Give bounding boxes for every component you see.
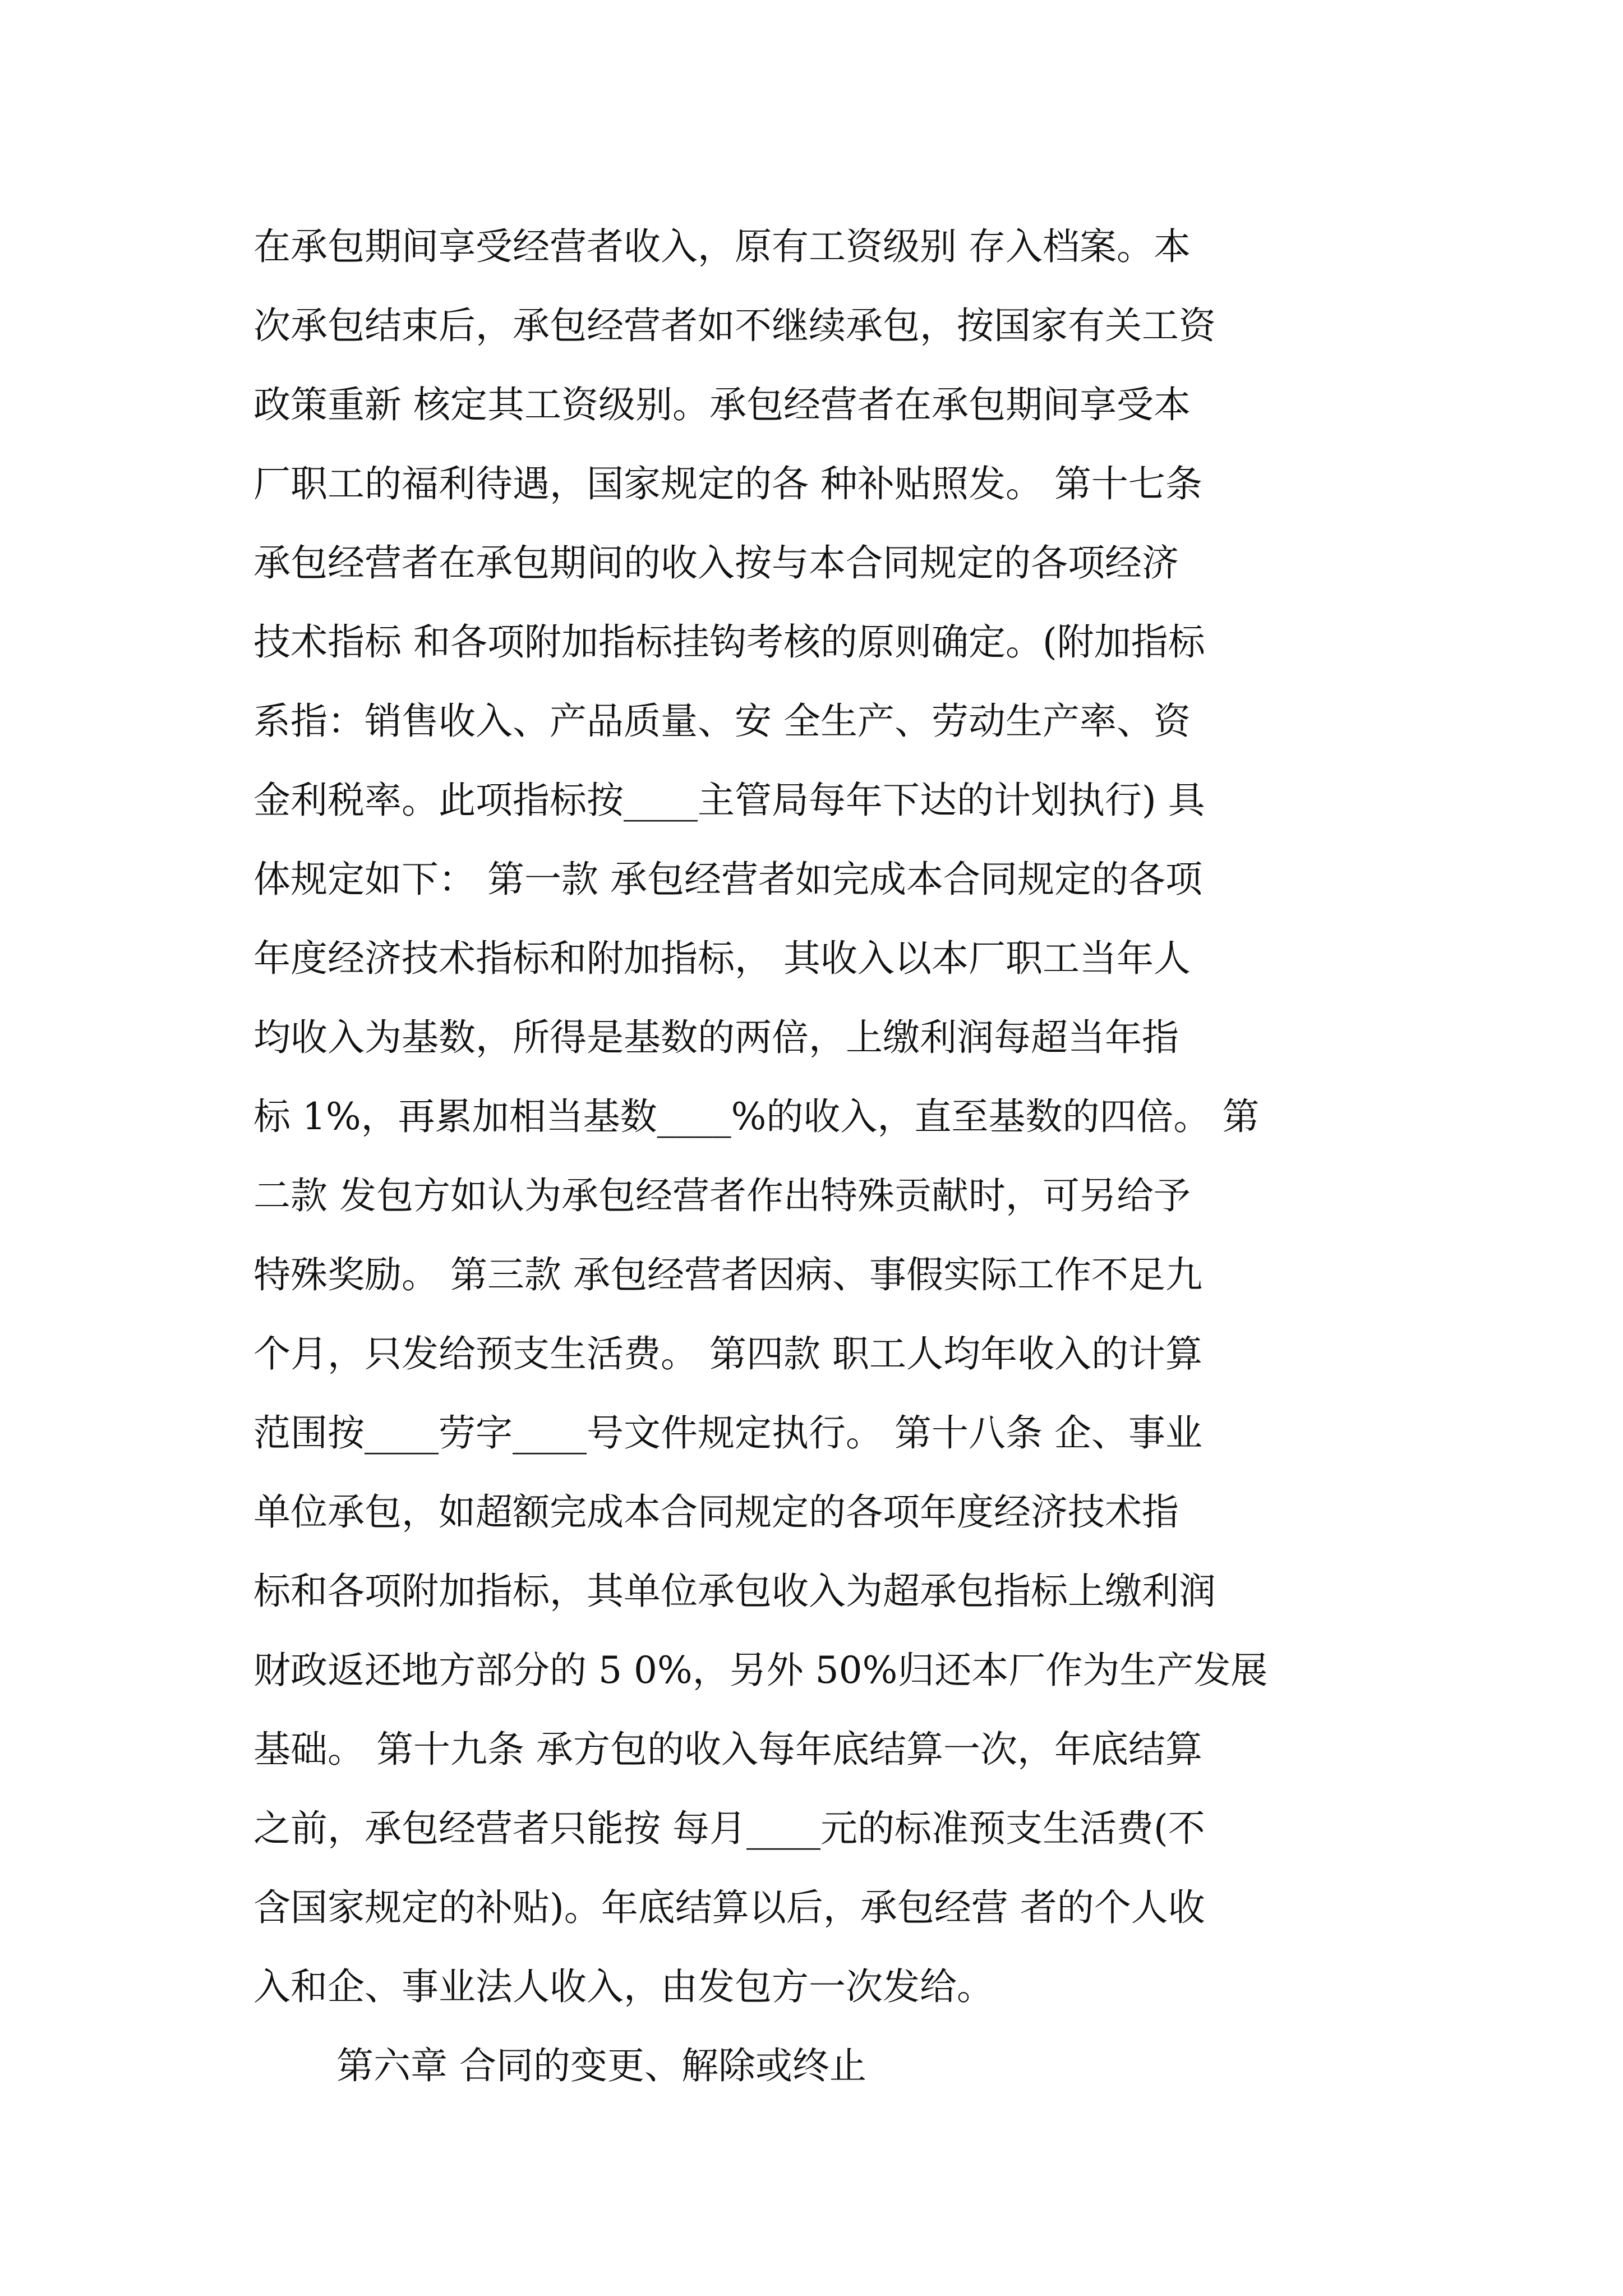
text-line-23: 入和企、事业法人收入，由发包方一次发给。 bbox=[253, 1965, 994, 2008]
text-line-7: 系指：销售收入、产品质量、安 全生产、劳动生产率、资 bbox=[253, 700, 1191, 743]
text-line-5: 承包经营者在承包期间的收入按与本合同规定的各项经济 bbox=[253, 541, 1179, 585]
text-line-10: 年度经济技术指标和附加指标， 其收入以本厂职工当年人 bbox=[253, 937, 1191, 980]
text-line-8: 金利税率。此项指标按____主管局每年下达的计划执行) 具 bbox=[253, 779, 1205, 822]
text-line-1: 在承包期间享受经营者收入，原有工资级别 存入档案。本 bbox=[253, 225, 1191, 268]
text-line-2: 次承包结束后，承包经营者如不继续承包，按国家有关工资 bbox=[253, 304, 1216, 347]
text-line-16: 范围按____劳字____号文件规定执行。 第十八条 企、事业 bbox=[253, 1411, 1202, 1455]
text-line-6: 技术指标 和各项附加指标挂钩考核的原则确定。(附加指标 bbox=[253, 620, 1205, 664]
text-line-18: 标和各项附加指标，其单位承包收入为超承包指标上缴利润 bbox=[253, 1570, 1216, 1613]
text-line-20: 基础。 第十九条 承方包的收入每年底结算一次，年底结算 bbox=[253, 1728, 1202, 1771]
text-line-3: 政策重新 核定其工资级别。承包经营者在承包期间享受本 bbox=[253, 383, 1191, 426]
text-line-12: 标 1%，再累加相当基数____%的收入，直至基数的四倍。 第 bbox=[253, 1095, 1260, 1138]
text-line-9: 体规定如下： 第一款 承包经营者如完成本合同规定的各项 bbox=[253, 858, 1202, 901]
text-line-22: 含国家规定的补贴)。年底结算以后，承包经营 者的个人收 bbox=[253, 1886, 1205, 1929]
text-line-19: 财政返还地方部分的 5 0%，另外 50%归还本厂作为生产发展 bbox=[253, 1649, 1268, 1692]
text-line-15: 个月，只发给预支生活费。 第四款 职工人均年收入的计算 bbox=[253, 1332, 1202, 1375]
text-line-13: 二款 发包方如认为承包经营者作出特殊贡献时，可另给予 bbox=[253, 1174, 1191, 1217]
text-line-21: 之前，承包经营者只能按 每月____元的标准预支生活费(不 bbox=[253, 1807, 1205, 1850]
text-line-14: 特殊奖励。 第三款 承包经营者因病、事假实际工作不足九 bbox=[253, 1253, 1202, 1296]
chapter-heading: 第六章 合同的变更、解除或终止 bbox=[336, 2044, 866, 2087]
text-line-11: 均收入为基数，所得是基数的两倍，上缴利润每超当年指 bbox=[253, 1016, 1179, 1059]
text-line-4: 厂职工的福利待遇，国家规定的各 种补贴照发。 第十七条 bbox=[253, 462, 1202, 505]
text-line-17: 单位承包，如超额完成本合同规定的各项年度经济技术指 bbox=[253, 1490, 1179, 1534]
